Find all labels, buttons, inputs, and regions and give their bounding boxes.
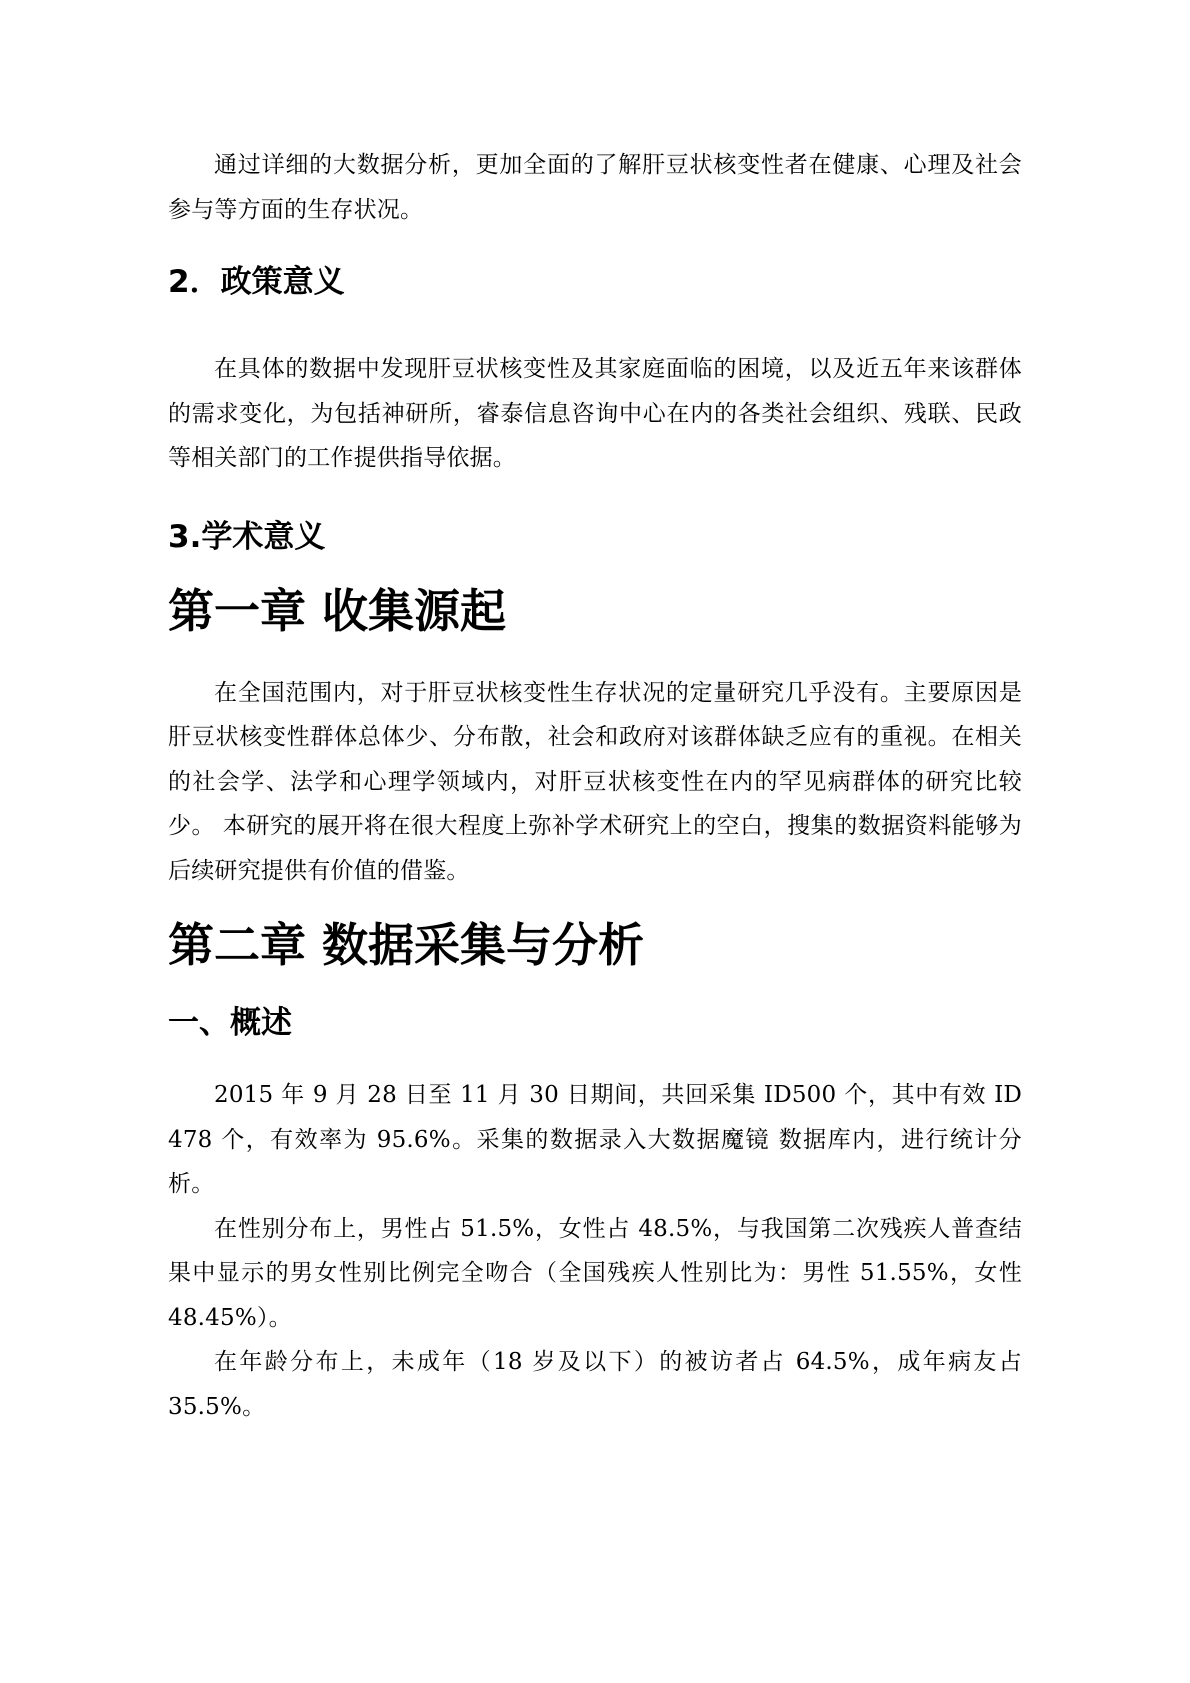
section-heading-academic: 3.学术意义 xyxy=(168,518,326,555)
section-heading-policy: 2．政策意义 xyxy=(168,264,345,300)
intro-paragraph: 通过详细的大数据分析，更加全面的了解肝豆状核变性者在健康、心理及社会参与等方面的生存状况。 xyxy=(168,152,1022,223)
chapter-heading-2: 第二章 数据采集与分析 xyxy=(168,918,645,972)
chapter1-paragraph: 在全国范围内，对于肝豆状核变性生存状况的定量研究几乎没有。主要原因是肝豆状核变性群体总体少、分布散，社会和政府对该群体缺乏应有的重视。在相关的社会学、法学和心理学领域内，对肝豆状核变性在内的罕见病群体的研究比较少。 本研究的展开将在很大程度上弥补学术研究上的空白，搜集的数据资料能够为后续研究提供有价值的借鉴。 xyxy=(168,679,1022,884)
overview-paragraph-3: 在年龄分布上，未成年（18 岁及以下）的被访者占 64.5%，成年病友占 35.5%。 xyxy=(168,1349,1022,1420)
chapter-heading-1: 第一章 收集源起 xyxy=(168,583,507,638)
overview-paragraph-2: 在性别分布上，男性占 51.5%，女性占 48.5%，与我国第二次残疾人普查结果中显示的男女性别比例完全吻合（全国残疾人性别比为：男性 51.55%，女性 48.45%）。 xyxy=(168,1215,1022,1331)
overview-paragraph-1: 2015 年 9 月 28 日至 11 月 30 日期间，共回采集 ID500 个，其中有效 ID 478 个，有效率为 95.6%。采集的数据录入大数据魔镜 数据库内，进行统计分析。 xyxy=(168,1082,1022,1197)
policy-paragraph: 在具体的数据中发现肝豆状核变性及其家庭面临的困境，以及近五年来该群体的需求变化，为包括神研所，睿泰信息咨询中心在内的各类社会组织、残联、民政等相关部门的工作提供指导依据。 xyxy=(168,356,1022,471)
section-heading-overview: 一、概述 xyxy=(168,1005,292,1041)
